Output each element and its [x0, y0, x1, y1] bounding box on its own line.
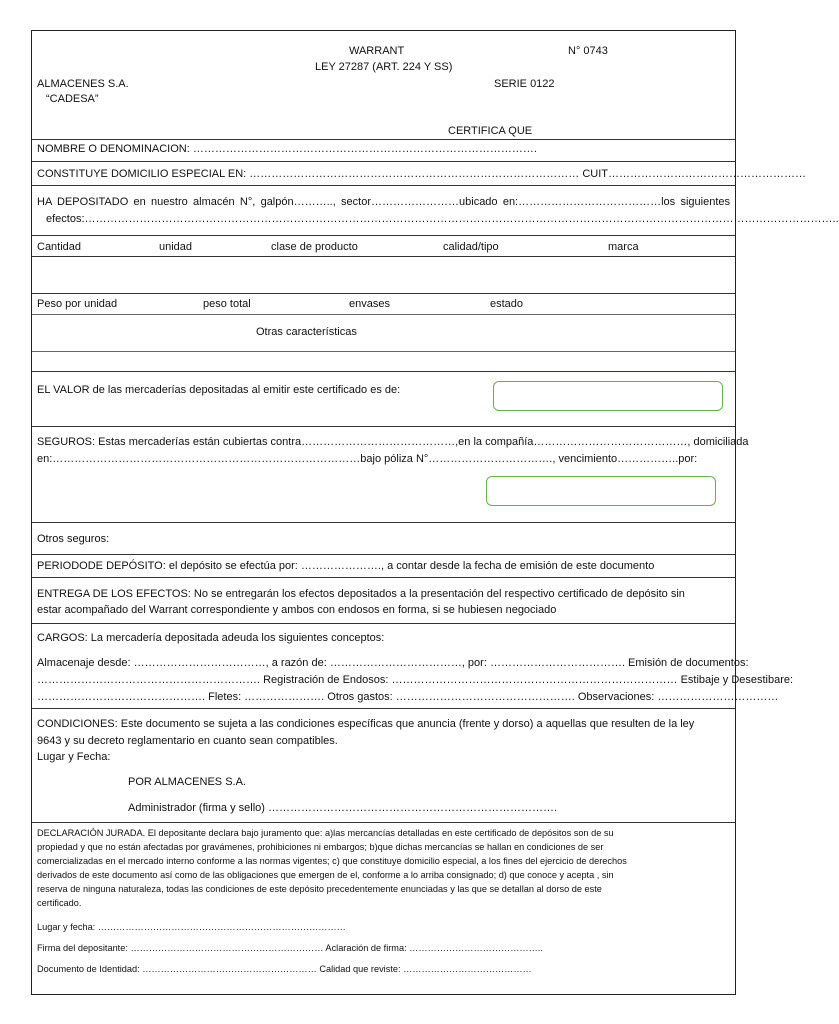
insurance-line-2: en:…………………………………………………………………………bajo póliza N°……………………………., vencimiento……………..por:: [37, 453, 698, 465]
divider: [32, 139, 735, 140]
declaration-line-4: derivados de este documento así como de las obligaciones que emergen de el, conforme a lo arriba consignado; d) que conoce y acepta , sin: [37, 870, 614, 880]
conditions-line-1: CONDICIONES: Este documento se sujeta a las condiciones específicas que anuncia (frente y dorso) a aquellas que resulten de la ley: [37, 718, 695, 730]
deposited-line-2: efectos:……………………………………………………………………………………………………………………………………………………………………………………..: [46, 213, 839, 225]
divider: [32, 314, 735, 315]
deposit-period: PERIODODE DEPÓSITO: el depósito se efectúa por: …………………., a contar desde la fecha de emisión de este documento: [37, 560, 655, 572]
col-cantidad: Cantidad: [37, 241, 82, 253]
insurance-line-1: SEGUROS: Estas mercaderías están cubiertas contra……………………………………,en la compañía……………………………………, domiciliada: [37, 436, 749, 448]
declaration-line-3: comercializadas en el mercado interno conforme a las normas vigentes; c) que constituye domicilio especial, a los fines del ejercicio de derechos: [37, 856, 627, 866]
col-peso-unidad: Peso por unidad: [37, 298, 118, 310]
deposited-line-1: HA DEPOSITADO en nuestro almacén N°, galpón……….., sector……………………ubicado en:…………………………………los siguientes: [37, 196, 730, 208]
administrator-signature: Administrador (firma y sello) …………………………………………………………………….: [128, 802, 558, 814]
place-date-label: Lugar y Fecha:: [37, 751, 111, 763]
divider: [32, 256, 735, 257]
divider: [32, 293, 735, 294]
divider: [32, 822, 735, 823]
by-company-label: POR ALMACENES S.A.: [128, 776, 246, 788]
insurance-input-box[interactable]: [486, 476, 716, 506]
value-statement: EL VALOR de las mercaderías depositadas al emitir este certificado es de:: [37, 384, 401, 396]
divider: [32, 554, 735, 555]
other-insurance: Otros seguros:: [37, 533, 110, 545]
value-input-box[interactable]: [493, 381, 723, 411]
company-alias: “CADESA”: [46, 93, 99, 105]
charges-line-3: ………………………………………. Fletes: …………………. Otros gastos: …………………………………………. Observaciones: ……………………………: [37, 691, 779, 703]
col-unidad: unidad: [159, 241, 193, 253]
divider: [32, 185, 735, 186]
declaration-place-date: Lugar y fecha: ………………………………………………………………………: [37, 922, 346, 932]
col-clase-producto: clase de producto: [271, 241, 358, 253]
law-reference: LEY 27287 (ART. 224 Y SS): [315, 61, 453, 73]
divider: [32, 351, 735, 352]
warrant-title: WARRANT: [349, 45, 405, 57]
warrant-number: N° 0743: [568, 45, 608, 57]
divider: [32, 623, 735, 624]
divider: [32, 522, 735, 523]
col-envases: envases: [349, 298, 390, 310]
conditions-line-2: 9643 y su decreto reglamentario en cuanto sean compatibles.: [37, 735, 338, 747]
declaration-line-5: reserva de ninguna naturaleza, todas las condiciones de este depósito precedentemente enunciadas y las que se detallan al dorso de este: [37, 884, 602, 894]
col-calidad-tipo: calidad/tipo: [443, 241, 499, 253]
divider: [32, 708, 735, 709]
divider: [32, 371, 735, 372]
divider: [32, 161, 735, 162]
declaration-line-1: DECLARACIÓN JURADA. El depositante declara bajo juramento que: a)las mercancías detalladas en este certificado de depósitos son de su: [37, 828, 614, 838]
declaration-line-2: propiedad y que no están afectadas por gravámenes, prohibiciones ni embargos; b)que dichas mercancías se hallan en condiciones de ser: [37, 842, 604, 852]
charges-line-1: Almacenaje desde: ………………………………, a razón de: ………………………………, por: ………………………………. Emisión de documentos:: [37, 657, 749, 669]
other-characteristics-label: Otras características: [256, 326, 357, 338]
charges-title: CARGOS: La mercadería depositada adeuda los siguientes conceptos:: [37, 632, 385, 644]
series-number: SERIE 0122: [494, 78, 555, 90]
domicile-field: CONSTITUYE DOMICILIO ESPECIAL EN: ……………………………………………………………………………… CUIT………………………………………………: [37, 168, 807, 180]
depositor-signature: Firma del depositante: ……………………………………………………… Aclaración de firma: ……………………………………..: [37, 943, 543, 953]
col-peso-total: peso total: [203, 298, 251, 310]
company-name: ALMACENES S.A.: [37, 78, 129, 90]
charges-line-2: ……………………………………………………. Registración de Endosos: …………………………………………………………………… Estibaje y Desestibare:: [37, 674, 794, 686]
name-field: NOMBRE O DENOMINACION: ………………………………………………………………………………….: [37, 143, 537, 155]
col-estado: estado: [490, 298, 524, 310]
delivery-line-1: ENTREGA DE LOS EFECTOS: No se entregarán los efectos depositados a la presentación del respectivo certificado de depósito sin: [37, 588, 685, 600]
divider: [32, 577, 735, 578]
divider: [32, 426, 735, 427]
declaration-line-6: certificado.: [37, 898, 82, 908]
certifies-heading: CERTIFICA QUE: [448, 125, 533, 137]
delivery-line-2: estar acompañado del Warrant correspondiente y ambos con endosos en forma, si se hubiesen negociado: [37, 604, 557, 616]
identity-document: Documento de Identidad: ………………………………………………… Calidad que reviste: ……………………………………: [37, 964, 532, 974]
divider: [32, 235, 735, 236]
col-marca: marca: [608, 241, 639, 253]
